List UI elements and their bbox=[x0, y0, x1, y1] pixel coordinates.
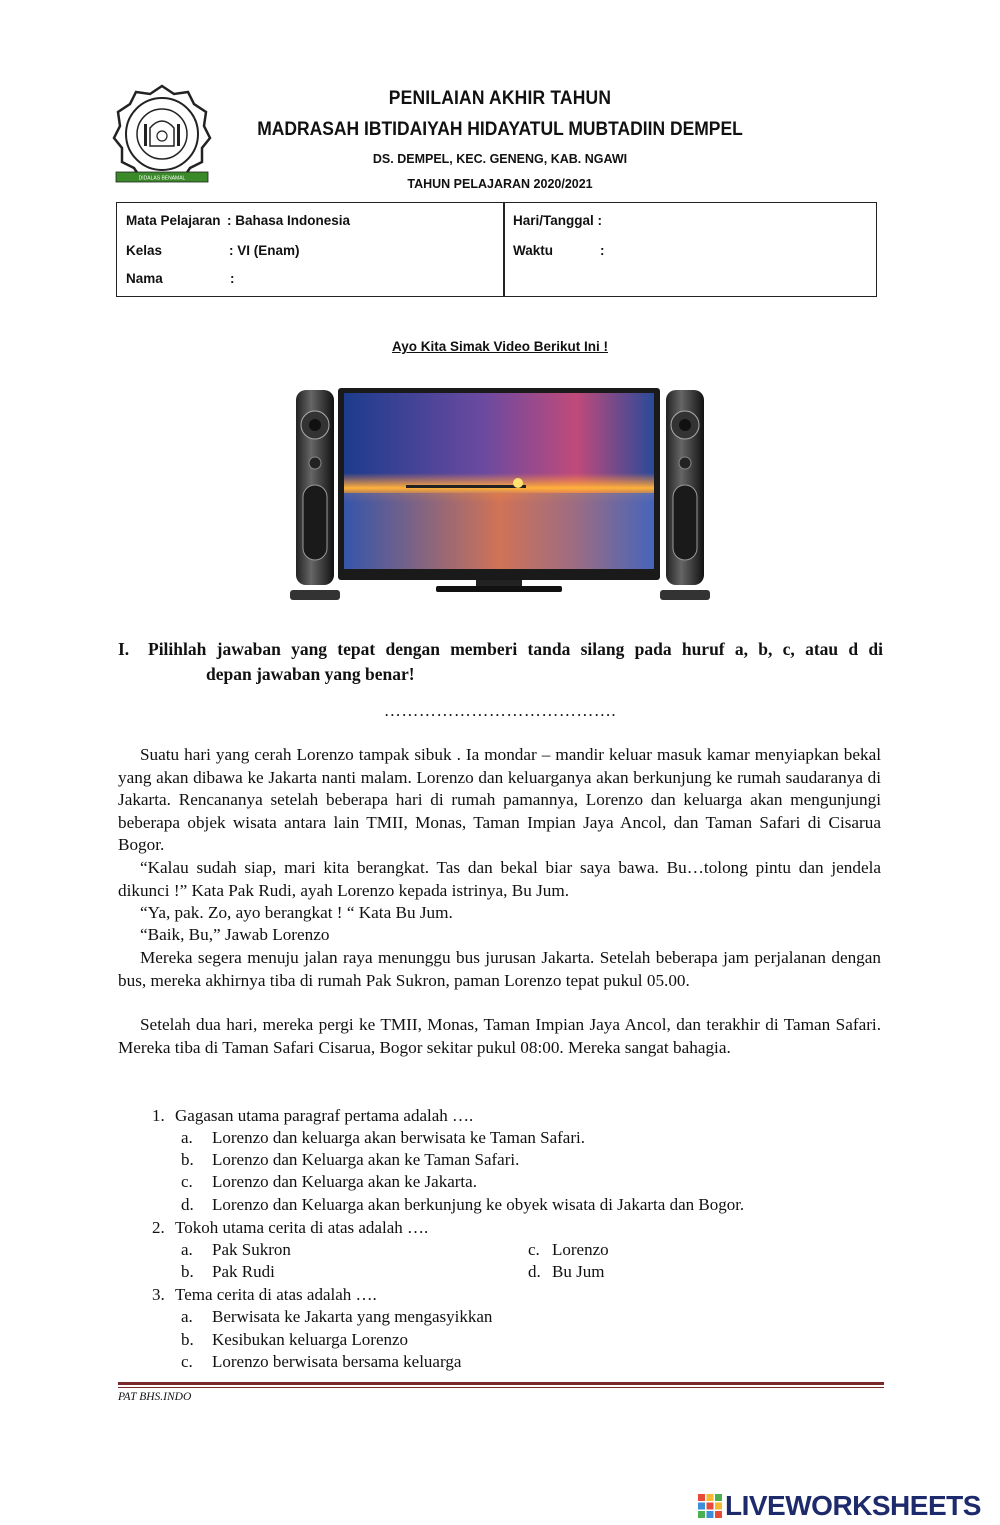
instruction-line-1: Pilihlah jawaban yang tepat dengan memberi tanda silang pada huruf a, b, c, atau d di bbox=[148, 639, 883, 659]
school-name: MADRASAH IBTIDAIYAH HIDAYATUL MUBTADIIN DEMPEL bbox=[257, 119, 743, 140]
time-label: Waktu bbox=[513, 243, 553, 258]
question-text: Tokoh utama cerita di atas adalah …. bbox=[175, 1218, 429, 1237]
q2-option-d[interactable]: d. bbox=[528, 1262, 541, 1281]
liveworksheets-logo[interactable] bbox=[697, 1488, 981, 1524]
q1-option-b[interactable]: b. bbox=[181, 1150, 194, 1169]
video-caption: Ayo Kita Simak Video Berikut Ini ! bbox=[391, 339, 609, 354]
liveworksheets-wordmark: LIVEWORKSHEETS bbox=[725, 1490, 981, 1521]
instruction-line-2: depan jawaban yang benar! bbox=[206, 664, 415, 684]
question-number: 2. bbox=[152, 1218, 165, 1237]
story-paragraph-6: Setelah dua hari, mereka pergi ke TMII, Monas, Taman Impian Jaya Ancol, dan terakhir di Taman Safari. Mereka tiba di Taman Safari Cisarua, Bogor sekitar pukul 08:00. Mereka sangat bahagia. bbox=[118, 1015, 881, 1057]
liveworksheets-icon bbox=[697, 1493, 723, 1519]
q1-option-a-text: Lorenzo dan keluarga akan berwisata ke Taman Safari. bbox=[212, 1128, 585, 1147]
q2-option-a[interactable]: a. bbox=[181, 1240, 193, 1259]
q2-option-b-text: Pak Rudi bbox=[212, 1262, 275, 1281]
q2-option-a-text: Pak Sukron bbox=[212, 1240, 291, 1259]
question-text: Gagasan utama paragraf pertama adalah …. bbox=[175, 1106, 474, 1125]
instruction-number: I. bbox=[118, 639, 130, 659]
footer-rule bbox=[118, 1382, 884, 1385]
q1-option-b-text: Lorenzo dan Keluarga akan ke Taman Safari. bbox=[212, 1150, 520, 1169]
story-paragraph-5: Mereka segera menuju jalan raya menunggu bus jurusan Jakarta. Setelah beberapa jam perjalanan dengan bus, mereka akhirnya tiba di rumah Pak Sukron, paman Lorenzo tepat pukul 05.00. bbox=[118, 948, 881, 990]
q2-option-c-text: Lorenzo bbox=[552, 1240, 609, 1259]
q1-option-d-text: Lorenzo dan Keluarga akan berkunjung ke obyek wisata di Jakarta dan Bogor. bbox=[212, 1195, 745, 1214]
q1-option-c-text: Lorenzo dan Keluarga akan ke Jakarta. bbox=[212, 1172, 477, 1191]
footer-rule-thin bbox=[118, 1387, 884, 1388]
q3-option-a-text: Berwisata ke Jakarta yang mengasyikkan bbox=[212, 1307, 493, 1326]
q1-option-a[interactable]: a. bbox=[181, 1128, 193, 1147]
tv-video-image[interactable] bbox=[286, 385, 714, 605]
exam-title: PENILAIAN AKHIR TAHUN bbox=[388, 88, 612, 109]
question-number: 3. bbox=[152, 1285, 165, 1304]
academic-year: TAHUN PELAJARAN 2020/2021 bbox=[407, 177, 593, 191]
subject-value: : Bahasa Indonesia bbox=[227, 213, 351, 228]
q3-option-b[interactable]: b. bbox=[181, 1330, 194, 1349]
story-paragraph-2: “Kalau sudah siap, mari kita berangkat. Tas dan bekal biar saya bawa. Bu…tolong pintu dan jendela dikunci !” Kata Pak Rudi, ayah Lorenzo kepada istrinya, Bu Jum. bbox=[118, 858, 881, 900]
q3-option-a[interactable]: a. bbox=[181, 1307, 193, 1326]
time-value: : bbox=[600, 243, 605, 258]
question-number: 1. bbox=[152, 1106, 165, 1125]
story-paragraph-4: “Baik, Bu,” Jawab Lorenzo bbox=[140, 925, 330, 944]
name-value: : bbox=[230, 271, 235, 286]
question-2 bbox=[152, 1217, 428, 1239]
story-paragraph-3: “Ya, pak. Zo, ayo berangkat ! “ Kata Bu Jum. bbox=[140, 903, 453, 922]
question-1 bbox=[152, 1105, 473, 1127]
q2-option-c[interactable]: c. bbox=[528, 1240, 540, 1259]
subject-label: Mata Pelajaran bbox=[126, 213, 221, 228]
class-value: : VI (Enam) bbox=[229, 243, 300, 258]
q2-option-d-text: Bu Jum bbox=[552, 1262, 605, 1281]
logo-ribbon: DIDALAS BENAMAL bbox=[138, 175, 186, 182]
question-3 bbox=[152, 1284, 377, 1306]
class-label: Kelas bbox=[126, 243, 163, 258]
info-divider bbox=[503, 203, 505, 296]
footer-text: PAT BHS.INDO bbox=[118, 1391, 192, 1403]
q1-option-d[interactable]: d. bbox=[181, 1195, 194, 1214]
question-text: Tema cerita di atas adalah …. bbox=[175, 1285, 377, 1304]
dotted-separator: …………………………………. bbox=[383, 701, 617, 720]
school-address: DS. DEMPEL, KEC. GENENG, KAB. NGAWI bbox=[372, 152, 628, 166]
student-info-box bbox=[116, 202, 877, 297]
story-paragraph-1: Suatu hari yang cerah Lorenzo tampak sibuk . Ia mondar – mandir keluar masuk kamar menyiapkan bekal yang akan dibawa ke Jakarta nanti malam. Lorenzo dan keluarganya akan berkunjung ke rumah saudaranya di Jakarta. Rencananya setelah beberapa hari di rumah pamannya, Lorenzo dan keluarga akan mengunjungi beberapa objek wisata antara lain TMII, Monas, Taman Impian Jaya Ancol, dan Taman Safari di Cisarua Bogor. bbox=[118, 745, 881, 854]
q3-option-c-text: Lorenzo berwisata bersama keluarga bbox=[212, 1352, 462, 1371]
q3-option-b-text: Kesibukan keluarga Lorenzo bbox=[212, 1330, 409, 1349]
name-label: Nama bbox=[126, 271, 163, 286]
date-label: Hari/Tanggal : bbox=[513, 213, 603, 228]
q1-option-c[interactable]: c. bbox=[181, 1172, 193, 1191]
q2-option-b[interactable]: b. bbox=[181, 1262, 194, 1281]
q3-option-c[interactable]: c. bbox=[181, 1352, 193, 1371]
